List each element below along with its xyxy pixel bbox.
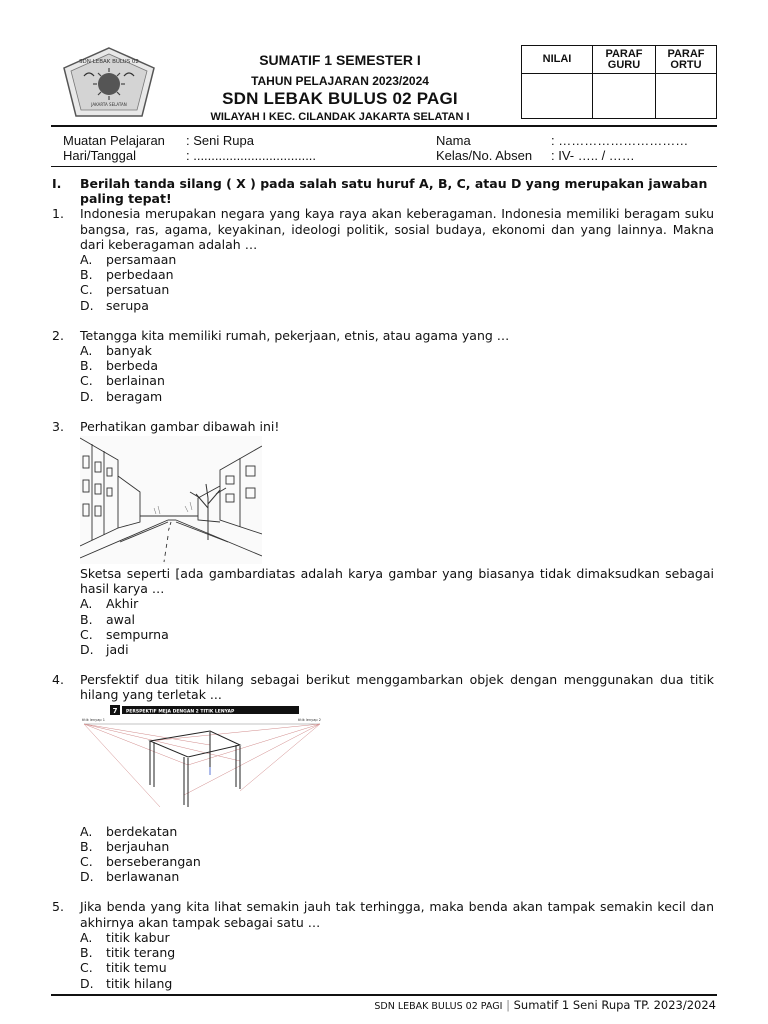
footer-doc-title: Sumatif 1 Seni Rupa TP. 2023/2024 xyxy=(513,998,716,1012)
question-followup-text: Sketsa seperti [ada gambardiatas adalah karya gambar yang biasanya tidak dimaksudkan sebagai hasil karya … xyxy=(80,566,714,597)
footer-separator: | xyxy=(506,998,510,1012)
option-a[interactable]: A. berdekatan xyxy=(80,823,178,839)
nilai-header: NILAI xyxy=(522,46,593,74)
school-name: SDN LEBAK BULUS 02 PAGI xyxy=(222,89,458,108)
exam-header xyxy=(180,50,500,123)
question-text: Perhatikan gambar dibawah ini! xyxy=(80,418,280,434)
question-text: Persfektif dua titik hilang sebagai berikut menggambarkan objek dengan menggunakan dua titik hilang yang terletak ... xyxy=(80,672,714,703)
question-number: 2. xyxy=(52,327,64,343)
name-field[interactable]: : ………………………… xyxy=(551,133,689,148)
nilai-cell[interactable] xyxy=(522,74,593,119)
option-b[interactable]: B. perbedaan xyxy=(80,267,174,283)
question-2 xyxy=(52,328,714,404)
option-c[interactable]: C. persatuan xyxy=(80,282,170,298)
date-field[interactable]: : .................................. xyxy=(186,148,317,163)
option-b[interactable]: B. berbeda xyxy=(80,358,158,374)
question-number: 4. xyxy=(52,672,64,688)
option-a[interactable]: A. Akhir xyxy=(80,596,139,612)
meta-divider xyxy=(51,166,717,167)
option-b[interactable]: B. berjauhan xyxy=(80,838,170,854)
option-b[interactable]: B. awal xyxy=(80,611,136,627)
vanishing-point-2-label: titik lenyap 2 xyxy=(298,717,321,722)
subject-label: Muatan Pelajaran xyxy=(63,133,165,148)
question-number: 3. xyxy=(52,418,64,434)
question-1 xyxy=(52,206,714,312)
logo-subtext: JAKARTA SELATAN xyxy=(91,102,127,107)
vanishing-point-1-label: titik lenyap 1 xyxy=(82,717,105,722)
question-5 xyxy=(52,899,714,990)
option-a[interactable]: A. titik kabur xyxy=(80,929,170,945)
subject-value: : Seni Rupa xyxy=(186,133,254,148)
page-footer xyxy=(374,998,716,1012)
paraf-ortu-cell[interactable] xyxy=(656,74,717,119)
paraf-guru-cell[interactable] xyxy=(593,74,656,119)
option-c[interactable]: C. berseberangan xyxy=(80,854,201,870)
question-text: Jika benda yang kita lihat semakin jauh tak terhingga, maka benda akan tampak semakin kecil dan akhirnya akan tampak sebagai satu … xyxy=(80,899,714,930)
date-label: Hari/Tanggal xyxy=(63,148,136,163)
logo-text: SDN LEBAK BULUS 02 xyxy=(79,59,139,65)
class-label: Kelas/No. Absen xyxy=(436,148,533,163)
academic-year: TAHUN PELAJARAN 2023/2024 xyxy=(251,74,429,88)
section-number: I. xyxy=(52,176,62,191)
exam-title: SUMATIF 1 SEMESTER I xyxy=(259,52,421,68)
class-field[interactable]: : IV- ….. / …… xyxy=(551,148,635,163)
option-b[interactable]: B. titik terang xyxy=(80,945,176,961)
school-region: WILAYAH I KEC. CILANDAK JAKARTA SELATAN I xyxy=(210,111,470,123)
instruction-text: Berilah tanda silang ( X ) pada salah satu huruf A, B, C, atau D yang merupakan jawaban paling tepat! xyxy=(80,176,708,207)
option-a[interactable]: A. banyak xyxy=(80,343,152,359)
paraf-ortu-header: PARAF ORTU xyxy=(656,46,717,74)
option-a[interactable]: A. persamaan xyxy=(80,252,177,268)
street-sketch-image xyxy=(80,436,262,564)
score-box xyxy=(521,45,717,119)
question-number: 1. xyxy=(52,206,64,222)
name-label: Nama xyxy=(436,133,471,148)
figure-title: PERSPEKTIF MEJA DENGAN 2 TITIK LENYAP xyxy=(126,709,235,715)
option-d[interactable]: D. berlawanan xyxy=(80,869,180,885)
option-d[interactable]: D. beragam xyxy=(80,388,163,404)
question-4 xyxy=(52,672,714,884)
section-instruction xyxy=(52,176,714,206)
two-point-perspective-image xyxy=(80,705,324,823)
option-d[interactable]: D. titik hilang xyxy=(80,975,173,991)
option-c[interactable]: C. sempurna xyxy=(80,626,169,642)
question-number: 5. xyxy=(52,899,64,915)
figure-badge-text: 7 xyxy=(112,706,118,715)
footer-divider xyxy=(51,994,717,996)
option-c[interactable]: C. titik temu xyxy=(80,960,167,976)
paraf-guru-header: PARAF GURU xyxy=(593,46,656,74)
question-text: Indonesia merupakan negara yang kaya raya akan keberagaman. Indonesia memiliki beragam suku bangsa, ras, agama, keyakinan, ideologi politik, sosial budaya, ekonomi dan yang lainnya. Makna dari keberagaman adalah … xyxy=(80,206,714,252)
footer-school: SDN LEBAK BULUS 02 PAGI xyxy=(374,1001,503,1012)
header-divider xyxy=(51,125,717,127)
option-d[interactable]: D. jadi xyxy=(80,642,129,658)
question-list xyxy=(52,176,714,991)
option-c[interactable]: C. berlainan xyxy=(80,373,165,389)
question-text: Tetangga kita memiliki rumah, pekerjaan, etnis, atau agama yang … xyxy=(80,327,510,343)
question-3 xyxy=(52,419,714,657)
school-logo xyxy=(62,46,156,118)
option-d[interactable]: D. serupa xyxy=(80,297,149,313)
